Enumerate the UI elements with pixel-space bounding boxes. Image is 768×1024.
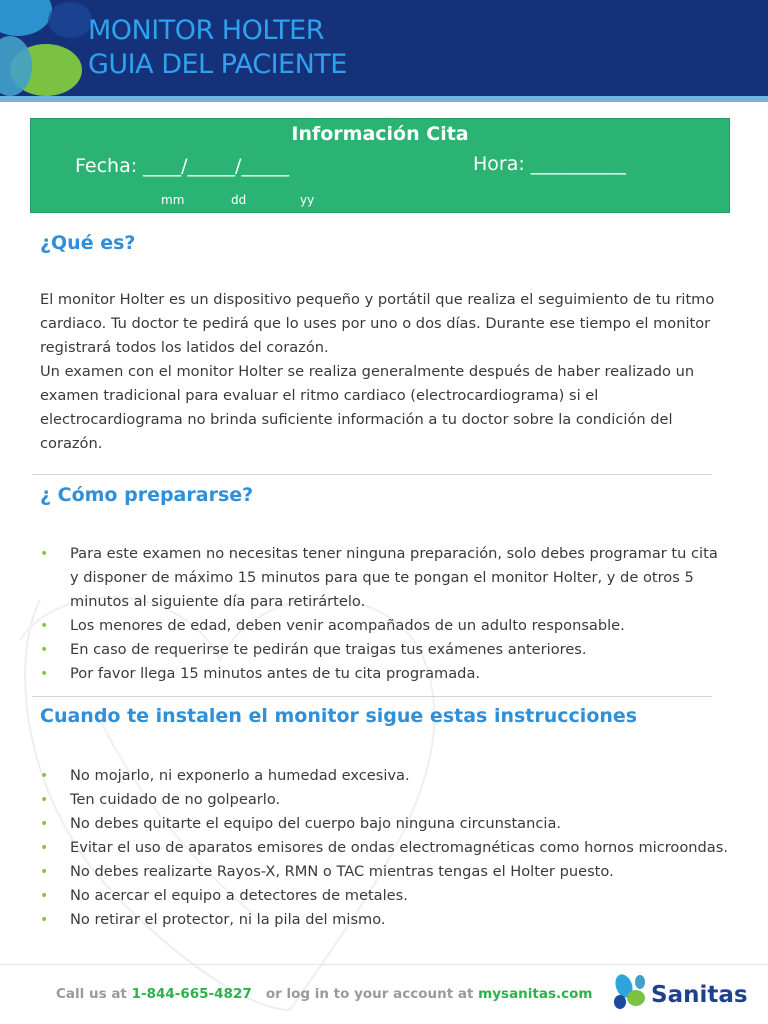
title-line-1: MONITOR HOLTER [88, 15, 324, 46]
bullet-icon: • [40, 864, 49, 880]
appointment-title: Información Cita [291, 123, 469, 145]
section-title-que-es: ¿Qué es? [40, 232, 136, 254]
list-item-text: Por favor llega 15 minutos antes de tu cita programada. [70, 665, 481, 682]
bullet-icon: • [40, 888, 49, 904]
list-item [40, 788, 730, 812]
time-field[interactable]: Hora: __________ [473, 153, 626, 175]
bullet-icon: • [40, 816, 49, 832]
leaf-decoration-icon [0, 0, 100, 96]
list-item [40, 614, 730, 638]
list-item [40, 812, 730, 836]
list-item-text: No debes realizarte Rayos-X, RMN o TAC mientras tengas el Holter puesto. [70, 863, 614, 880]
section-divider [32, 474, 712, 475]
footer-call-prefix: Call us at [56, 986, 132, 1002]
list-item-text: Para este examen no necesitas tener ninguna preparación, solo debes programar tu cita y disponer de máximo 15 minutos para que te pongan el monitor Holter, y de otros 5 minutos al siguiente día para retirártelo. [70, 545, 718, 610]
bullet-icon: • [40, 792, 49, 808]
website-link[interactable]: mysanitas.com [478, 986, 593, 1002]
title-line-2: GUIA DEL PACIENTE [88, 49, 347, 80]
bullet-icon: • [40, 618, 49, 634]
logo-wordmark: Sanitas [651, 982, 748, 1008]
appointment-info-box [30, 118, 730, 213]
section-title-preparacion: ¿ Cómo prepararse? [40, 484, 254, 506]
day-label: dd [231, 193, 247, 207]
footer-login-text: or log in to your account at [251, 986, 479, 1002]
footer-contact [56, 986, 593, 1002]
list-item [40, 764, 730, 788]
header-banner [0, 0, 768, 96]
list-item [40, 662, 730, 686]
date-field[interactable]: Fecha: ____/_____/_____ [75, 155, 289, 177]
instructions-list [40, 764, 730, 932]
list-item [40, 860, 730, 884]
list-item-text: En caso de requerirse te pedirán que traigas tus exámenes anteriores. [70, 641, 587, 658]
section-title-instrucciones: Cuando te instalen el monitor sigue estas instrucciones [40, 705, 638, 727]
bullet-icon: • [40, 642, 49, 658]
list-item [40, 542, 730, 614]
bullet-icon: • [40, 666, 49, 682]
list-item-text: Los menores de edad, deben venir acompañados de un adulto responsable. [70, 617, 625, 634]
page-title [88, 14, 347, 82]
que-es-paragraph-1: El monitor Holter es un dispositivo pequeño y portátil que realiza el seguimiento de tu ritmo cardiaco. Tu doctor te pedirá que lo uses por uno o dos días. Durante ese tiempo el monitor registrará todos los latidos del corazón. [40, 291, 715, 356]
list-item-text: No acercar el equipo a detectores de metales. [70, 887, 408, 904]
bullet-icon: • [40, 912, 49, 928]
list-item [40, 908, 730, 932]
list-item-text: Evitar el uso de aparatos emisores de ondas electromagnéticas como hornos microondas. [70, 839, 728, 856]
list-item-text: No mojarlo, ni exponerlo a humedad excesiva. [70, 767, 410, 784]
bullet-icon: • [40, 768, 49, 784]
list-item-text: No debes quitarte el equipo del cuerpo bajo ninguna circunstancia. [70, 815, 562, 832]
preparation-list [40, 542, 730, 686]
bullet-icon: • [40, 546, 49, 562]
list-item-text: No retirar el protector, ni la pila del mismo. [70, 911, 386, 928]
que-es-paragraph-2: Un examen con el monitor Holter se realiza generalmente después de haber realizado un examen tradicional para evaluar el ritmo cardiaco (electrocardiograma) si el electrocardiograma no brinda suficiente información a tu doctor sobre la condición del corazón. [40, 363, 695, 452]
list-item-text: Ten cuidado de no golpearlo. [70, 791, 281, 808]
list-item [40, 638, 730, 662]
section-divider [32, 696, 712, 697]
year-label: yy [300, 193, 315, 207]
month-label: mm [161, 193, 185, 207]
list-item [40, 836, 730, 860]
header-divider [0, 96, 768, 102]
footer-divider [0, 964, 768, 965]
bullet-icon: • [40, 840, 49, 856]
phone-link[interactable]: 1-844-665-4827 [131, 986, 252, 1002]
list-item [40, 884, 730, 908]
